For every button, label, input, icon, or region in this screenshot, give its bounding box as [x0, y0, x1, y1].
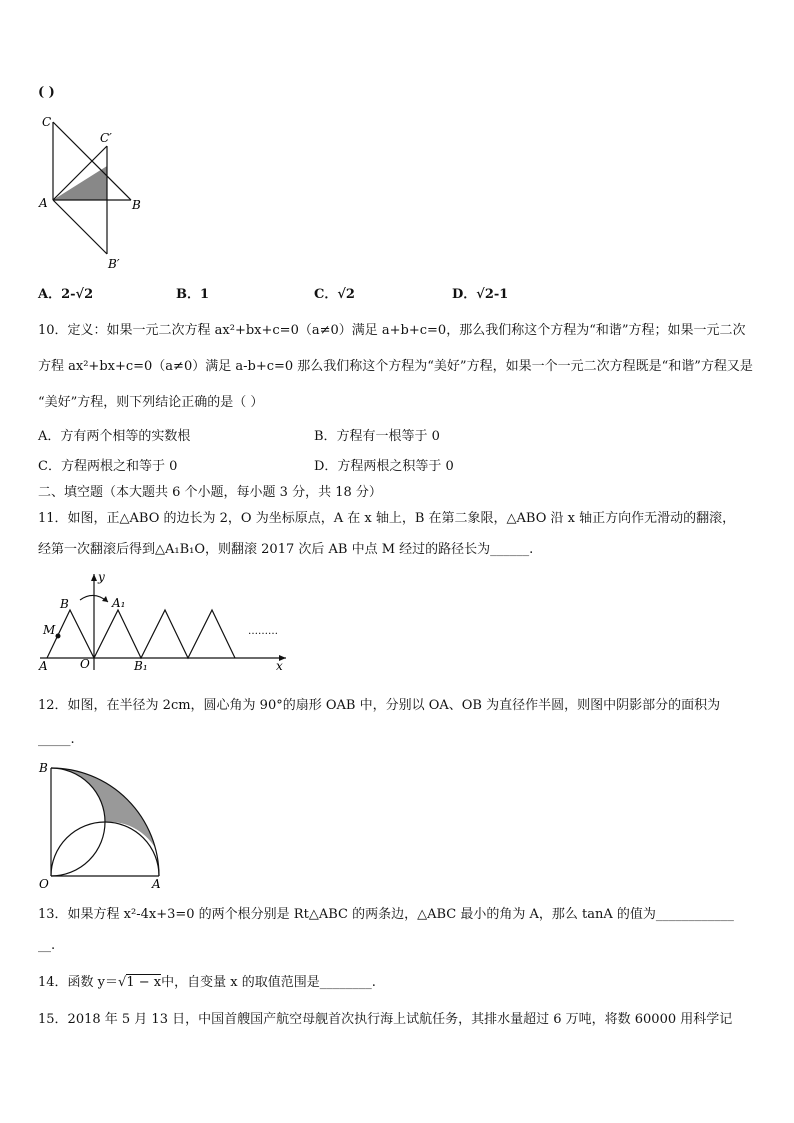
- label-y: y: [98, 570, 105, 584]
- q10-option-b: B．方程有一根等于 0: [314, 429, 440, 444]
- q9-option-d: D．√2-1: [452, 287, 509, 302]
- q10-line-1: 10．定义：如果一元二次方程 ax²+bx+c=0（a≠0）满足 a+b+c=0，那么我们称这个方程为“和谐”方程；如果一元二次: [38, 323, 746, 338]
- label-C-prime: C′: [100, 131, 112, 145]
- q9-option-b: B．1: [176, 287, 210, 302]
- continuation-dots: ………: [248, 626, 278, 637]
- q12-figure: [36, 758, 168, 892]
- q13-line-2: __.: [38, 938, 56, 953]
- q12-line-2: _____.: [38, 732, 75, 747]
- q13-line-1: 13．如果方程 x²-4x+3=0 的两个根分别是 Rt△ABC 的两条边，△ABC 最小的角为 A，那么 tanA 的值为____________: [38, 907, 734, 922]
- label-M: M: [43, 623, 56, 637]
- section-heading: 二、填空题（本大题共 6 个小题，每小题 3 分，共 18 分）: [38, 485, 382, 500]
- label-B-prime: B′: [108, 257, 120, 271]
- label-B: B: [39, 761, 48, 775]
- label-A: A: [152, 877, 161, 891]
- label-B: B: [60, 597, 69, 611]
- q10-option-a: A．方有两个相等的实数根: [38, 429, 191, 444]
- q11-line-1: 11．如图，正△ABO 的边长为 2，O 为坐标原点，A 在 x 轴上，B 在第二象限，△ABO 沿 x 轴正方向作无滑动的翻滚，: [38, 511, 736, 526]
- label-A: A: [39, 196, 48, 210]
- label-A1: A₁: [112, 596, 126, 610]
- q14-radicand: 1 − x: [126, 975, 162, 990]
- q14-line: [38, 974, 376, 992]
- q11-figure: [36, 570, 288, 674]
- y-axis-arrow: [91, 574, 97, 581]
- rolling-triangles: [47, 610, 235, 658]
- q9-figure: [36, 112, 148, 274]
- label-B: B: [132, 198, 141, 212]
- q9-option-c: C．√2: [314, 287, 355, 302]
- label-B1: B₁: [134, 659, 148, 673]
- q12-line-1: 12．如图，在半径为 2cm，圆心角为 90°的扇形 OAB 中，分别以 OA、OB 为直径作半圆，则图中阴影部分的面积为: [38, 698, 721, 713]
- q14-prefix: 14．函数 y＝: [38, 975, 119, 990]
- q9-option-a: A．2-√2: [38, 287, 94, 302]
- answer-paren: ( ): [38, 85, 55, 100]
- q14-suffix: 中，自变量 x 的取值范围是________.: [161, 975, 376, 990]
- label-O: O: [80, 657, 90, 671]
- label-A: A: [39, 659, 48, 673]
- segment-AB-prime: [53, 200, 107, 254]
- point-M: [56, 634, 61, 639]
- label-x: x: [276, 659, 283, 673]
- radical-sign: √: [118, 975, 127, 990]
- shaded-triangle: [53, 166, 107, 200]
- label-O: O: [39, 877, 49, 891]
- q15-line-1: 15．2018 年 5 月 13 日，中国首艘国产航空母舰首次执行海上试航任务，其排水量超过 6 万吨，将数 60000 用科学记: [38, 1012, 733, 1027]
- q10-line-3: “美好”方程，则下列结论正确的是（ ）: [38, 395, 264, 410]
- rotation-arrow: [102, 596, 108, 602]
- label-C: C: [42, 115, 52, 129]
- q10-option-c: C．方程两根之和等于 0: [38, 459, 178, 474]
- q11-line-2: 经第一次翻滚后得到△A₁B₁O，则翻滚 2017 次后 AB 中点 M 经过的路径长为______.: [38, 542, 534, 557]
- q10-option-d: D．方程两根之积等于 0: [314, 459, 454, 474]
- q10-line-2: 方程 ax²+bx+c=0（a≠0）满足 a-b+c=0 那么我们称这个方程为“美好”方程，如果一个一元二次方程既是“和谐”方程又是: [38, 359, 753, 374]
